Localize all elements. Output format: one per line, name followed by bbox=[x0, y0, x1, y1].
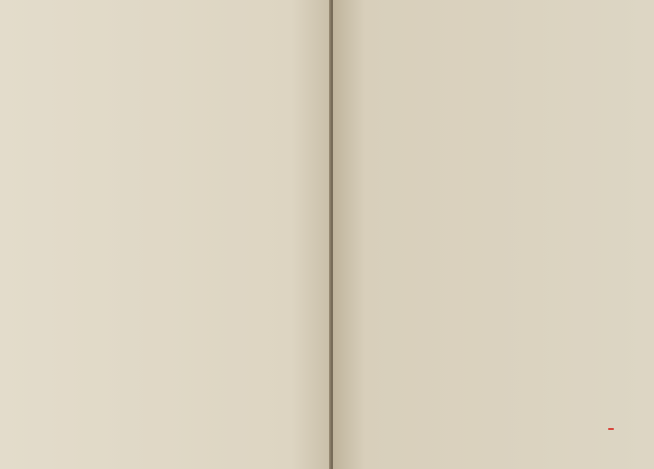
right-page bbox=[333, 0, 654, 469]
watermark-suffix bbox=[608, 428, 614, 430]
watermark-logo bbox=[604, 418, 614, 440]
